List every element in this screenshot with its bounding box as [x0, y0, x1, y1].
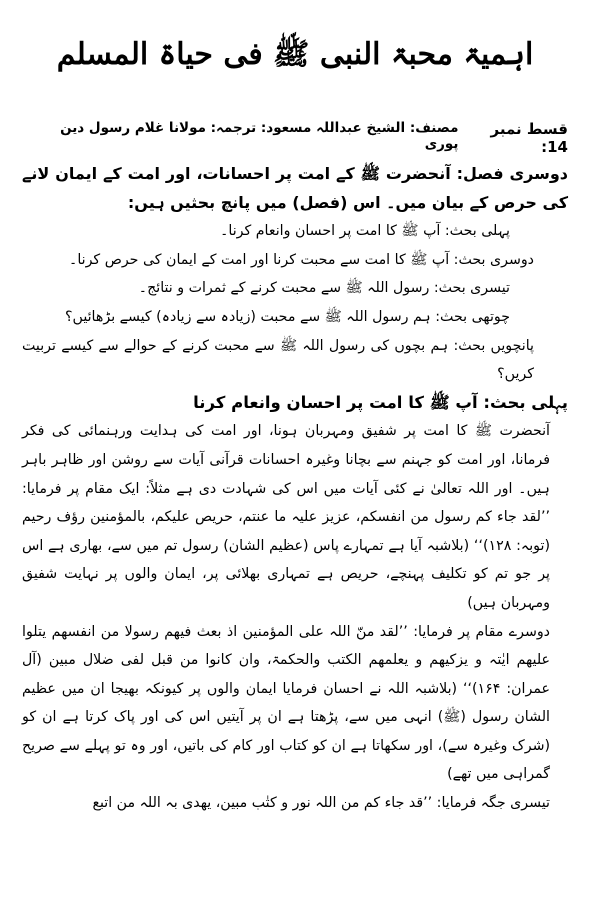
list-item: پانچویں بحث: ہم بچوں کی رسول اللہ ﷺ سے محبت کرنے کے حوالے سے کیسے تربیت کریں؟ — [22, 337, 534, 383]
list-item: پہلی بحث: آپ ﷺ کا امت پر احسان وانعام کرنا۔ — [220, 223, 510, 240]
body-paragraph: آنحضرت ﷺ کا امت پر شفیق ومہربان ہونا، اور امت کی ہدایت ورہنمائی کی فکر فرمانا، اور امت کو جہنم سے بچانا وغیرہ احسانات قرآنی آیات سے روشن اور ظاہر باہر ہیں۔ اور اللہ تعالیٰ نے کئی آیات میں اس کی شہادت دی ہے مثلاً: ایک مقام پر فرمایا: ’’لقد جاء کم رسول من انفسکم، عزیز علیہ ما عنتم، حریص علیکم، بالمؤمنین رؤف رحیم (توبہ: ۱۲۸)‘‘ (بلاشبہ آیا ہے تمہارے پاس (عظیم الشان) رسول تم میں سے، بھاری ہے اس پر جو تم کو تکلیف پہنچے، حریص ہے تمہاری بھلائی پر، ایمان والوں پر نہایت شفیق ومہربان ہیں) — [22, 423, 550, 611]
list-item: دوسری بحث: آپ ﷺ کا امت سے محبت کرنا اور امت کے ایمان کی حرص کرنا۔ — [69, 251, 534, 268]
article-body — [22, 160, 568, 818]
body-paragraph: دوسرے مقام پر فرمایا: ’’لقد منّ اللہ علی المؤمنین اذ بعث فیھم رسولا من انفسھم یتلوا علیھم ایٰتہ و یزکیھم و یعلمھم الکتب والحکمۃ، وان کانوا من قبل لفی ضلال مبین (آل عمران: ۱۶۴)‘‘ (بلاشبہ اللہ نے احسان فرمایا ایمان والوں پر کیونکہ بھیجا ان میں عظیم الشان رسول (ﷺ) انہی میں سے، پڑھتا ہے ان پر آیتیں اس کی اور پاک کرتا ہے ان کو (شرک وغیرہ سے)، اور سکھاتا ہے ان کو کتاب اور کام کی باتیں، اور وہ تو پہلے سے صریح گمراہی میں تھے) — [22, 623, 550, 783]
page-title: اہمیۃ محبۃ النبی ﷺ فی حیاۃ المسلم — [56, 37, 534, 72]
section-intro: دوسری فصل: آنحضرت ﷺ کے امت پر احسانات، اور امت کے ایمان لانے کی حرص کے بیان میں۔ اس (فصل) میں پانچ بحثیں ہیں: — [22, 164, 568, 212]
byline-row — [22, 120, 568, 156]
list-item: تیسری بحث: رسول اللہ ﷺ سے محبت کرنے کے ثمرات و نتائج۔ — [138, 280, 510, 297]
author-translator: مصنف: الشیخ عبداللہ مسعود: ترجمہ: مولانا غلام رسول دین پوری — [60, 120, 459, 152]
body-paragraph: تیسری جگہ فرمایا: ’’قد جاء کم من اللہ نور و کتٰب مبین، یھدی بہ اللہ من اتبع — [92, 795, 550, 812]
section-heading: پہلی بحث: آپ ﷺ کا امت پر احسان وانعام کرنا — [193, 392, 568, 412]
episode-number: قسط نمبر 14: — [490, 120, 568, 156]
list-item: چوتھی بحث: ہم رسول اللہ ﷺ سے محبت (زیادہ سے زیادہ) کیسے بڑھائیں؟ — [65, 308, 510, 325]
